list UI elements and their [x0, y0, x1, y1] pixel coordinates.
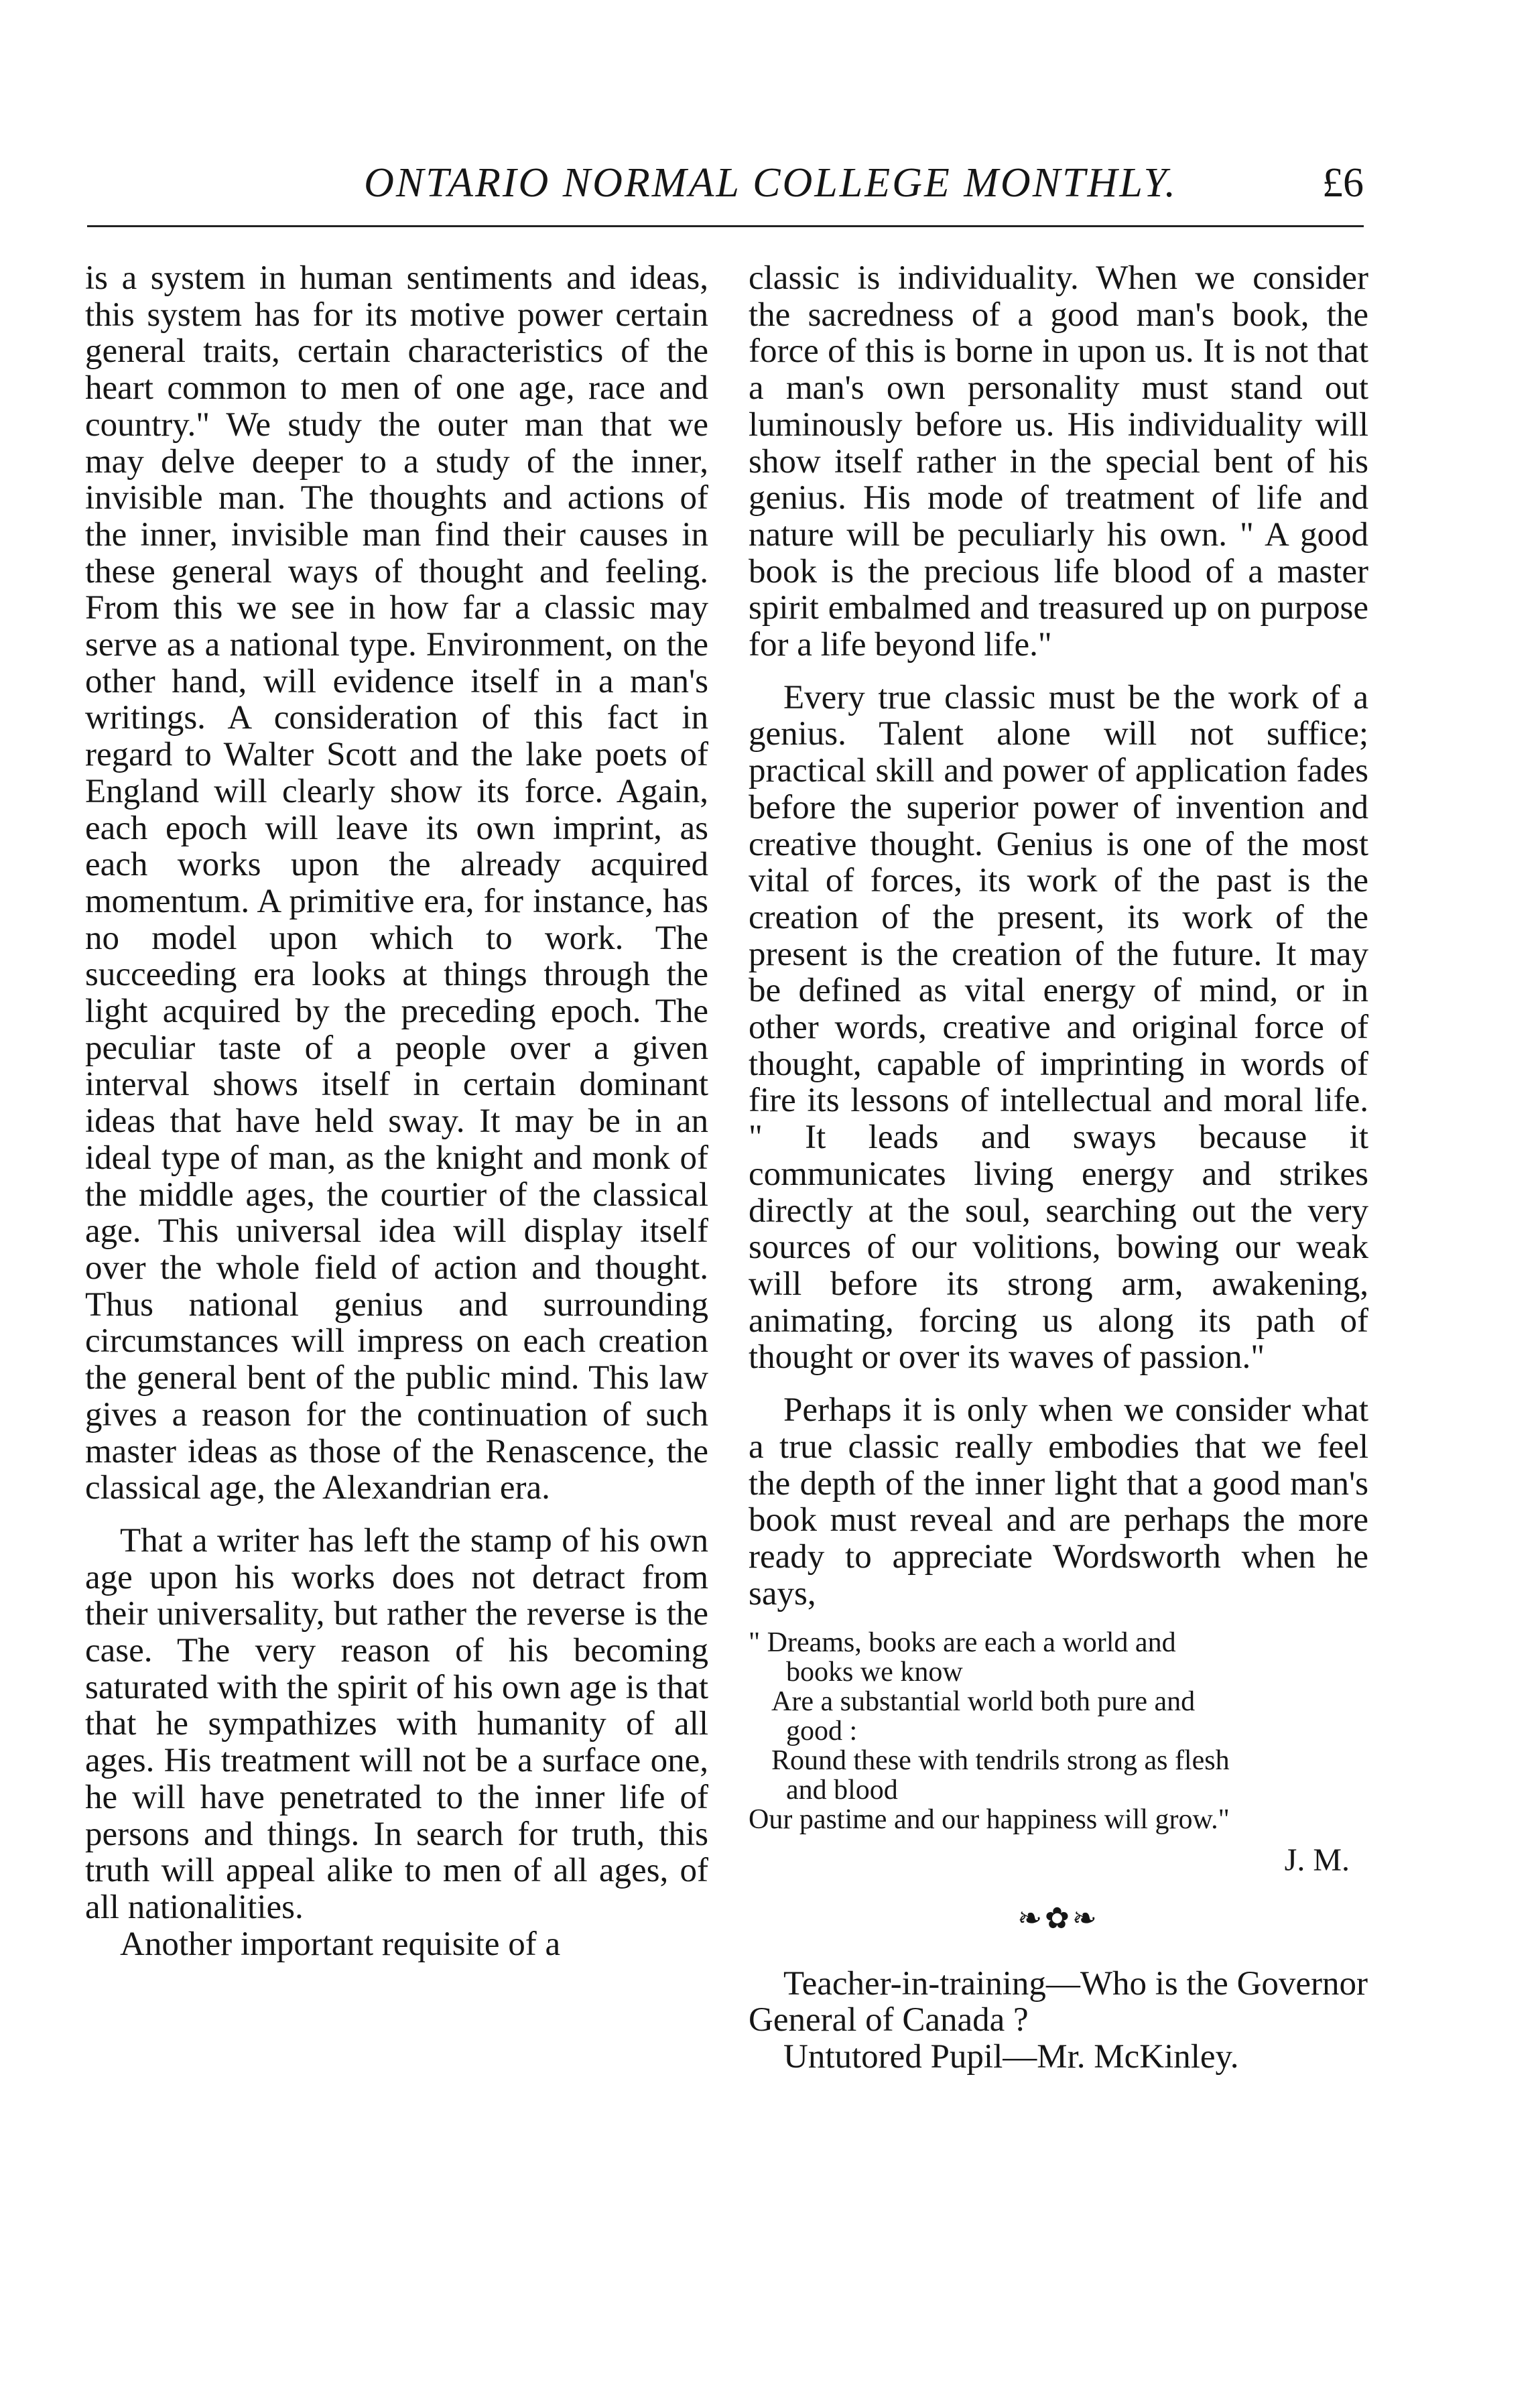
- dialogue-answer: Untutored Pupil—Mr. McKinley.: [783, 2038, 1239, 2076]
- header-rule: [87, 225, 1364, 227]
- poem-line: books we know: [786, 1657, 963, 1688]
- poem-line: " Dreams, books are each a world and: [749, 1627, 1176, 1659]
- poem-line: Our pastime and our happiness will grow.": [749, 1804, 1230, 1836]
- poem-line: Round these with tendrils strong as flesh: [771, 1745, 1230, 1777]
- paragraph: That a writer has left the stamp of his own age upon his works does not detract from their universality, but rather the reverse is the case. The very reason of his becoming saturated with the spirit of his own age is that that he sympathizes with humanity of all ages. His treatment will not be a surface one, he will have penetrated to the inner life of persons and things. In search for truth, this truth will appeal alike to men of all ages, of all nationalities.: [85, 1521, 708, 1926]
- poem-line: good :: [786, 1716, 858, 1747]
- right-column: [749, 260, 1368, 2076]
- paragraph: Another important requisite of a: [120, 1925, 561, 1963]
- dialogue: [749, 1966, 1368, 2076]
- ornament-icon: ❧✿❧: [1017, 1902, 1100, 1936]
- poem-quotation: [749, 1628, 1368, 1834]
- left-column: [85, 260, 708, 1962]
- page-header: [87, 160, 1364, 233]
- page-number: £6: [1322, 160, 1364, 206]
- journal-title: ONTARIO NORMAL COLLEGE MONTHLY.: [364, 160, 1177, 206]
- dialogue-question: Teacher-in-training—Who is the Governor General of Canada ?: [749, 1964, 1368, 2039]
- paragraph: classic is individuality. When we consider the sacredness of a good man's book, the force of this is borne in upon us. It is not that a man's own personality must stand out luminously before us. His individuality will show itself rather in the special bent of his genius. His mode of treatment of life and nature will be peculiarly his own. " A good book is the precious life blood of a master spirit embalmed and treasured up on purpose for a life beyond life.": [749, 259, 1368, 664]
- paragraph: Every true classic must be the work of a genius. Talent alone will not suffice; practical skill and power of application fades before the superior power of invention and creative thought. Genius is one of the most vital of forces, its work of the past is the creation of the present, its work of the present is the creation of the future. It may be defined as vital energy of mind, or in other words, creative and original force of thought, capable of imprinting in words of fire its lessons of intellectual and moral life. " It leads and sways because it communicates living energy and strikes directly at the soul, searching out the very sources of our volitions, bowing our weak will before its strong arm, awakening, animating, forcing us along its path of thought or over its waves of passion.": [749, 678, 1368, 1377]
- author-signature: J. M.: [1284, 1842, 1350, 1879]
- poem-line: and blood: [786, 1775, 898, 1806]
- paragraph: Perhaps it is only when we consider what a true classic really embodies that we feel the depth of the inner light that a good man's book must reveal and are perhaps the more ready to appreciate Wordsworth when he says,: [749, 1391, 1368, 1612]
- paragraph: is a system in human sentiments and ideas, this system has for its motive power certain general traits, certain characteristics of the heart common to men of one age, race and country." We study the outer man that we may delve deeper to a study of the inner, invisible man. The thoughts and actions of the inner, invisible man find their causes in these general ways of thought and feeling. From this we see in how far a classic may serve as a national type. Environment, on the other hand, will evidence itself in a man's writings. A consideration of this fact in regard to Walter Scott and the lake poets of England will clearly show its force. Again, each epoch will leave its own imprint, as each works upon the already acquired momentum. A primitive era, for instance, has no model upon which to work. The succeeding era looks at things through the light acquired by the preceding epoch. The peculiar taste of a people over a given interval shows itself in certain dominant ideas that have held sway. It may be in an ideal type of man, as the knight and monk of the middle ages, the courtier of the classical age. This universal idea will display itself over the whole field of action and thought. Thus national genius and surrounding circumstances will impress on each creation the general bent of the public mind. This law gives a reason for the continuation of such master ideas as those of the Renascence, the classical age, the Alexandrian era.: [85, 259, 708, 1507]
- poem-line: Are a substantial world both pure and: [771, 1686, 1196, 1718]
